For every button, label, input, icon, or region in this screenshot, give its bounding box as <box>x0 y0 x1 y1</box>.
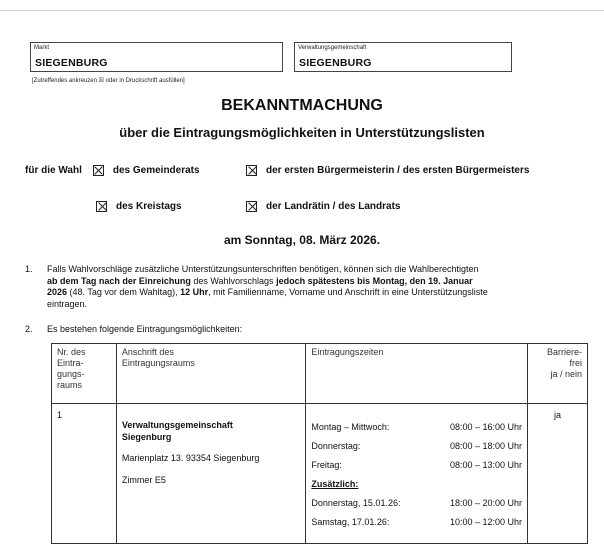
extra-label-row <box>311 479 522 498</box>
page-title: BEKANNTMACHUNG <box>221 97 383 114</box>
election-row-2b <box>246 201 400 212</box>
table-header-row <box>52 344 588 404</box>
header-barrier-line: Barriere- <box>546 347 582 357</box>
section2-number: 2. <box>25 324 33 334</box>
election-date: am Sonntag, 08. März 2026. <box>223 233 381 247</box>
header-address-line: Anschrift des <box>121 347 174 357</box>
election-row-2 <box>96 201 182 212</box>
vg-label: Verwaltungsgemeinschaft <box>298 45 367 51</box>
header-address-line: Eintragungsraums <box>121 358 195 368</box>
header-nr <box>52 344 117 404</box>
section1-line2 <box>47 276 592 288</box>
time-row <box>311 498 522 517</box>
section1-number: 1. <box>25 264 33 274</box>
header-barrier <box>528 344 588 404</box>
time-day: Donnerstag, 15.01.26: <box>311 498 401 508</box>
option-landrat: der Landrätin / des Landrats <box>266 201 401 212</box>
row-times <box>306 404 528 544</box>
header-nr-line: gungs- <box>57 369 85 379</box>
page-subtitle: über die Eintragungsmöglichkeiten in Unterstützungslisten <box>119 125 485 140</box>
row-nr: 1 <box>52 404 117 544</box>
checkbox-gemeinderat[interactable] <box>93 165 104 176</box>
option-buergermeister: der ersten Bürgermeisterin / des ersten Bürgermeisters <box>266 165 530 176</box>
vg-value: SIEGENBURG <box>299 57 372 69</box>
top-rule <box>0 10 604 11</box>
section2-text: Es bestehen folgende Eintragungsmöglichkeiten: <box>47 324 243 334</box>
time-row <box>311 460 522 479</box>
section1-bold-a: ab dem Tag nach der Einreichung <box>47 275 191 286</box>
time-day: Samstag, 17.01.26: <box>311 517 390 527</box>
time-day: Freitag: <box>311 460 342 470</box>
row-org-line2: Siegenburg <box>121 431 172 442</box>
markt-value: SIEGENBURG <box>35 57 108 69</box>
checkbox-buergermeister[interactable] <box>246 165 257 176</box>
time-value: 08:00 – 13:00 Uhr <box>450 460 523 470</box>
table-row <box>52 404 588 544</box>
time-row <box>311 422 522 441</box>
section1-mid-a: des Wahlvorschlags <box>190 275 277 286</box>
header-times: Eintragungszeiten <box>306 344 528 404</box>
checkbox-kreistag[interactable] <box>96 201 107 212</box>
header-barrier-line: ja / nein <box>550 369 582 379</box>
section1-rest: , mit Familienname, Vorname und Anschrift in eine Unterstützungsliste <box>208 287 488 297</box>
time-row <box>311 441 522 460</box>
section1-mid-b: (48. Tag vor dem Wahltag), <box>67 287 181 297</box>
option-gemeinderat: des Gemeinderats <box>112 165 200 176</box>
header-address <box>116 344 306 404</box>
row-org-line1: Verwaltungsgemeinschaft <box>121 420 233 430</box>
option-kreistag: des Kreistags <box>116 201 182 212</box>
time-value: 18:00 – 20:00 Uhr <box>450 498 523 508</box>
markt-field[interactable] <box>30 42 283 72</box>
section1-line4: eintragen. <box>47 298 88 309</box>
section1-text <box>47 264 592 310</box>
section1-bold-b: jedoch spätestens bis Montag, den 19. Januar <box>276 275 473 286</box>
extra-label: Zusätzlich: <box>311 479 359 489</box>
row-street: Marienplatz 13. 93354 Siegenburg <box>121 453 260 463</box>
time-value: 08:00 – 18:00 Uhr <box>450 441 523 451</box>
section1-line1: Falls Wahlvorschläge zusätzliche Unterstützungsunterschriften benötigen, können sich die Wahlberechtigten <box>47 264 479 274</box>
row-room: Zimmer E5 <box>121 474 166 485</box>
checkbox-landrat[interactable] <box>246 201 257 212</box>
header-barrier-line: frei <box>569 358 582 368</box>
election-row-1 <box>25 165 200 176</box>
row-barrier: ja <box>528 404 588 544</box>
time-row <box>311 517 522 536</box>
eintragung-table <box>51 343 588 544</box>
fill-hint: [Zutreffendes ankreuzen ☒ oder in Druckschrift ausfüllen] <box>32 78 185 84</box>
time-day: Montag – Mittwoch: <box>311 422 390 432</box>
markt-label: Markt <box>34 45 49 51</box>
header-nr-line: raums <box>57 380 83 390</box>
header-nr-line: Eintra- <box>57 358 84 368</box>
time-day: Donnerstag: <box>311 441 361 451</box>
time-value: 10:00 – 12:00 Uhr <box>450 517 523 527</box>
election-row-1b <box>246 165 529 176</box>
row-address <box>116 404 306 544</box>
section1-bold-c: 2026 <box>47 287 68 297</box>
time-value: 08:00 – 16:00 Uhr <box>450 422 523 432</box>
election-prefix: für die Wahl <box>25 165 82 176</box>
vg-field[interactable] <box>294 42 512 72</box>
section1-bold-d: 12 Uhr <box>180 287 209 297</box>
section1-line3 <box>47 287 592 299</box>
header-nr-line: Nr. des <box>57 347 86 357</box>
